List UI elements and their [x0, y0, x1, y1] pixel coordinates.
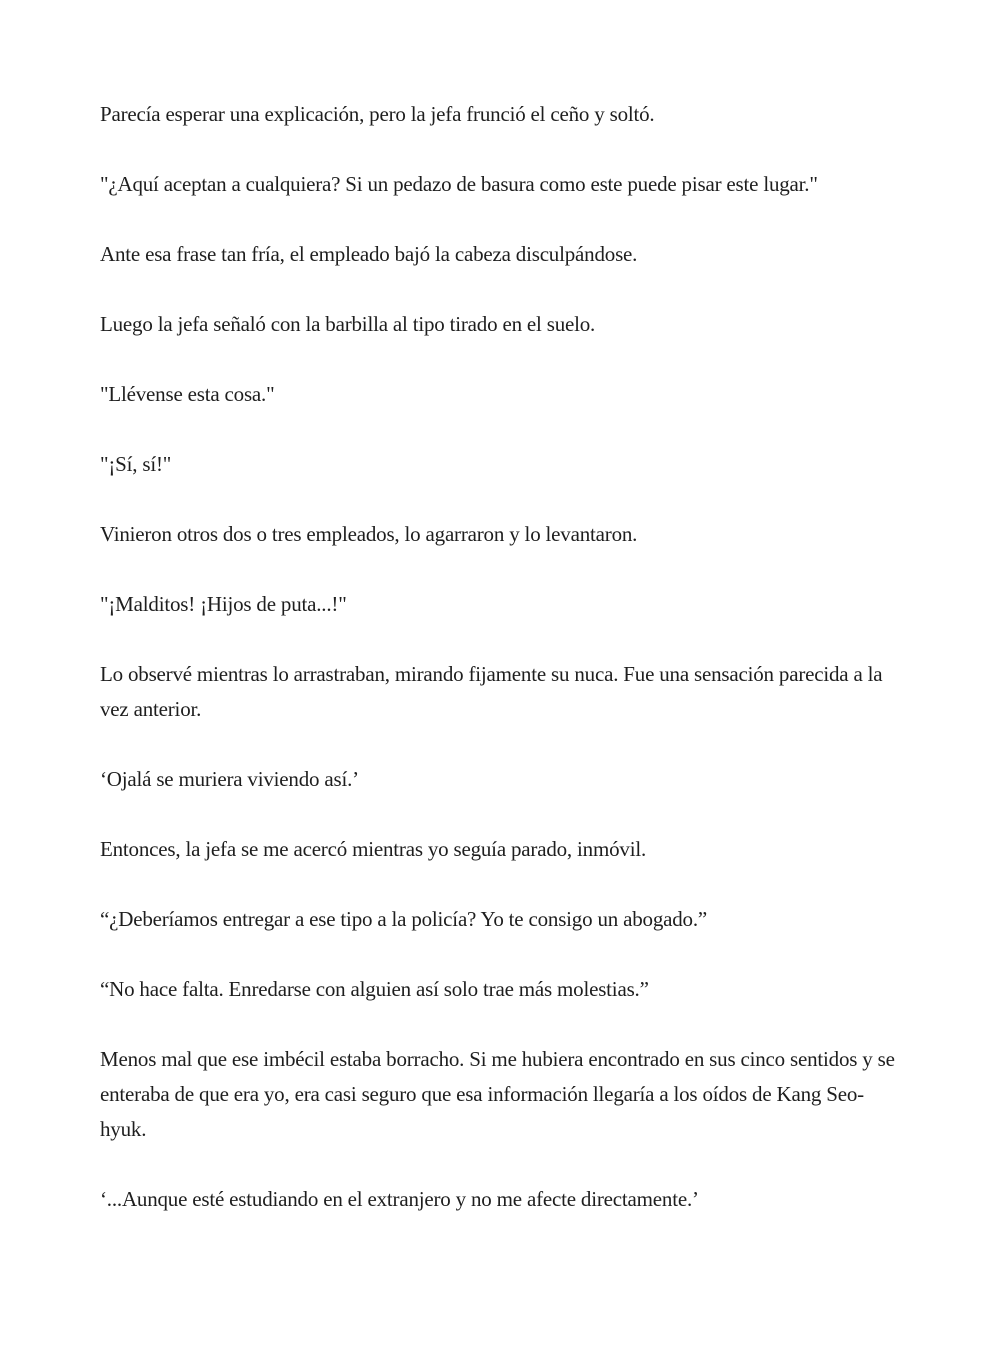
paragraph: ‘...Aunque esté estudiando en el extranjero y no me afecte directamente.’	[100, 1187, 699, 1211]
paragraph: "¡Sí, sí!"	[100, 452, 172, 476]
paragraph: Entonces, la jefa se me acercó mientras yo seguía parado, inmóvil.	[100, 837, 647, 861]
paragraph: "¿Aquí aceptan a cualquiera? Si un pedazo de basura como este puede pisar este lugar."	[100, 172, 818, 196]
paragraph: Lo observé mientras lo arrastraban, mirando fijamente su nuca. Fue una sensación parecida a la vez anterior.	[100, 662, 883, 721]
paragraph: Ante esa frase tan fría, el empleado bajó la cabeza disculpándose.	[100, 242, 638, 266]
paragraph: "¡Malditos! ¡Hijos de puta...!"	[100, 592, 347, 616]
paragraph: Parecía esperar una explicación, pero la jefa frunció el ceño y soltó.	[100, 102, 655, 126]
paragraph: “No hace falta. Enredarse con alguien así solo trae más molestias.”	[100, 977, 649, 1001]
paragraph: “¿Deberíamos entregar a ese tipo a la policía? Yo te consigo un abogado.”	[100, 907, 708, 931]
paragraph: Menos mal que ese imbécil estaba borracho. Si me hubiera encontrado en sus cinco sentidos y se enteraba de que era yo, era casi seguro que esa información llegaría a los oídos de Kang Seo-hyuk.	[100, 1047, 895, 1141]
document-body	[100, 97, 900, 1252]
paragraph: "Llévense esta cosa."	[100, 382, 275, 406]
paragraph: Luego la jefa señaló con la barbilla al tipo tirado en el suelo.	[100, 312, 596, 336]
paragraph: ‘Ojalá se muriera viviendo así.’	[100, 767, 359, 791]
paragraph: Vinieron otros dos o tres empleados, lo agarraron y lo levantaron.	[100, 522, 638, 546]
